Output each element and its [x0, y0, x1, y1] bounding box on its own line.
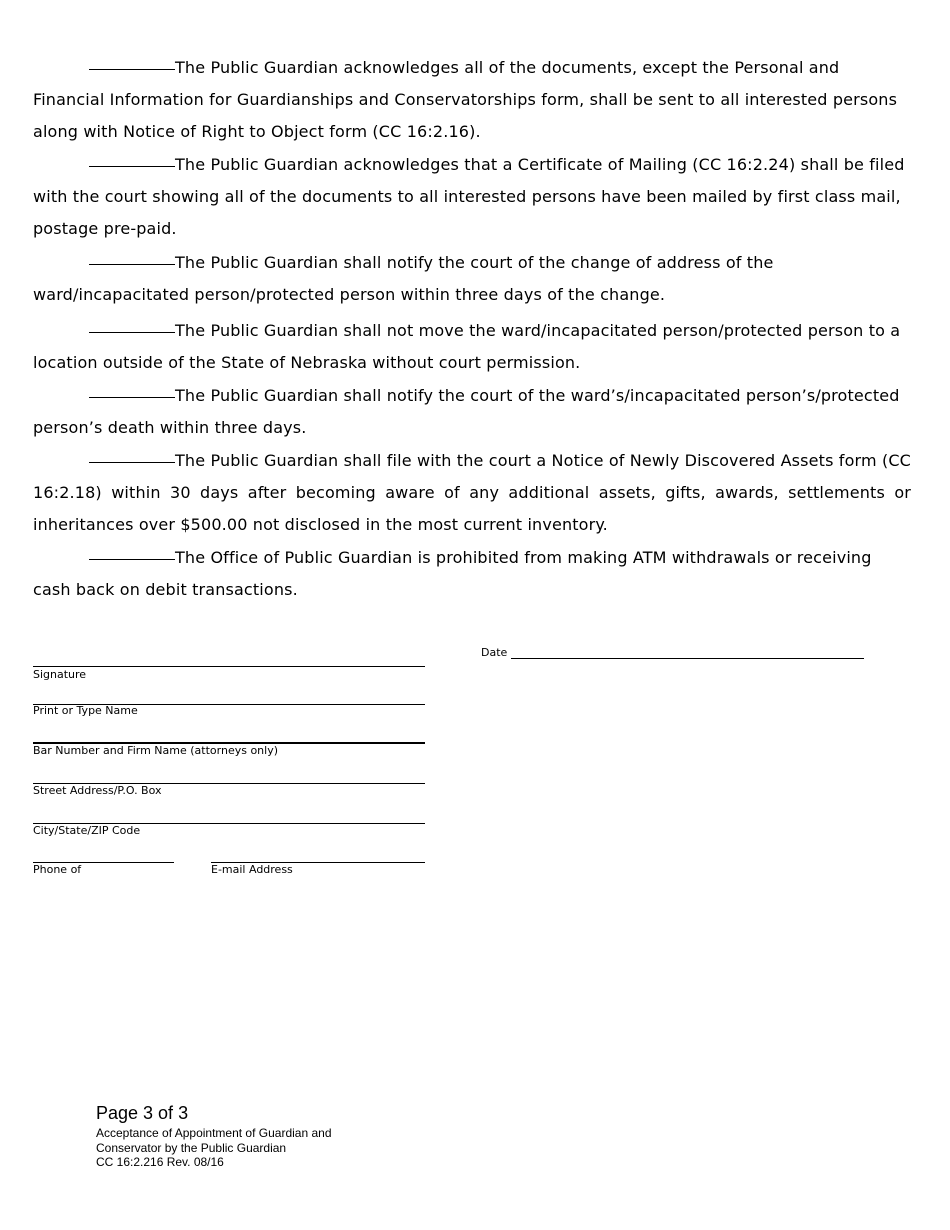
paragraph-text: The Public Guardian shall not move the ward/incapacitated person/protected person to a location outside of the State of Nebraska without court permission.: [33, 321, 901, 372]
initials-blank[interactable]: [89, 331, 175, 333]
form-title-line-1: Acceptance of Appointment of Guardian and: [96, 1126, 332, 1140]
form-title-line-2: Conservator by the Public Guardian: [96, 1140, 287, 1155]
city-state-zip-label: City/State/ZIP Code: [33, 824, 141, 837]
signature-field[interactable]: [33, 666, 425, 667]
paragraph-text: The Office of Public Guardian is prohibited from making ATM withdrawals or receiving cash back on debit transactions.: [33, 548, 872, 599]
acknowledgement-paragraph-relocation: [33, 315, 911, 379]
date-field[interactable]: [511, 658, 864, 659]
name-label: Print or Type Name: [33, 704, 138, 717]
date-label: Date: [481, 646, 508, 659]
email-label: E-mail Address: [211, 863, 293, 876]
paragraph-text: The Public Guardian shall notify the court of the ward’s/incapacitated person’s/protected person’s death within three days.: [33, 386, 900, 437]
initials-blank[interactable]: [89, 558, 175, 560]
acknowledgement-paragraph-newly-discovered-assets: [33, 445, 911, 541]
acknowledgement-paragraph-documents: [33, 52, 911, 148]
page-number: Page 3 of 3: [96, 1103, 189, 1123]
form-code: CC 16:2.216 Rev. 08/16: [96, 1155, 224, 1169]
paragraph-text: The Public Guardian shall file with the court a Notice of Newly Discovered Assets form (CC 16:2.18) within 30 days after becoming aware of any additional assets, gifts, awards, settlements or inheritances over $500.00 not disclosed in the most current inventory.: [33, 451, 911, 534]
acknowledgement-paragraph-certificate-of-mailing: [33, 149, 911, 245]
paragraph-text: The Public Guardian acknowledges that a Certificate of Mailing (CC 16:2.24) shall be filed with the court showing all of the documents to all interested persons have been mailed by first class mail, postage pre-paid.: [33, 155, 905, 238]
acknowledgement-paragraph-atm-prohibition: [33, 542, 911, 606]
acknowledgement-paragraph-death-notice: [33, 380, 911, 444]
initials-blank[interactable]: [89, 461, 175, 463]
street-address-label: Street Address/P.O. Box: [33, 784, 162, 797]
acknowledgement-paragraph-change-of-address: [33, 247, 911, 311]
initials-blank[interactable]: [89, 68, 175, 70]
initials-blank[interactable]: [89, 396, 175, 398]
bar-number-label: Bar Number and Firm Name (attorneys only): [33, 744, 279, 757]
paragraph-text: The Public Guardian acknowledges all of the documents, except the Personal and Financial Information for Guardianships and Conservatorships form, shall be sent to all interested persons along with Notice of Right to Object form (CC 16:2.16).: [33, 58, 898, 141]
signature-label: Signature: [33, 668, 87, 681]
initials-blank[interactable]: [89, 263, 175, 265]
initials-blank[interactable]: [89, 165, 175, 167]
phone-label: Phone of: [33, 863, 82, 876]
paragraph-text: The Public Guardian shall notify the court of the change of address of the ward/incapacitated person/protected person within three days of the change.: [33, 253, 774, 304]
